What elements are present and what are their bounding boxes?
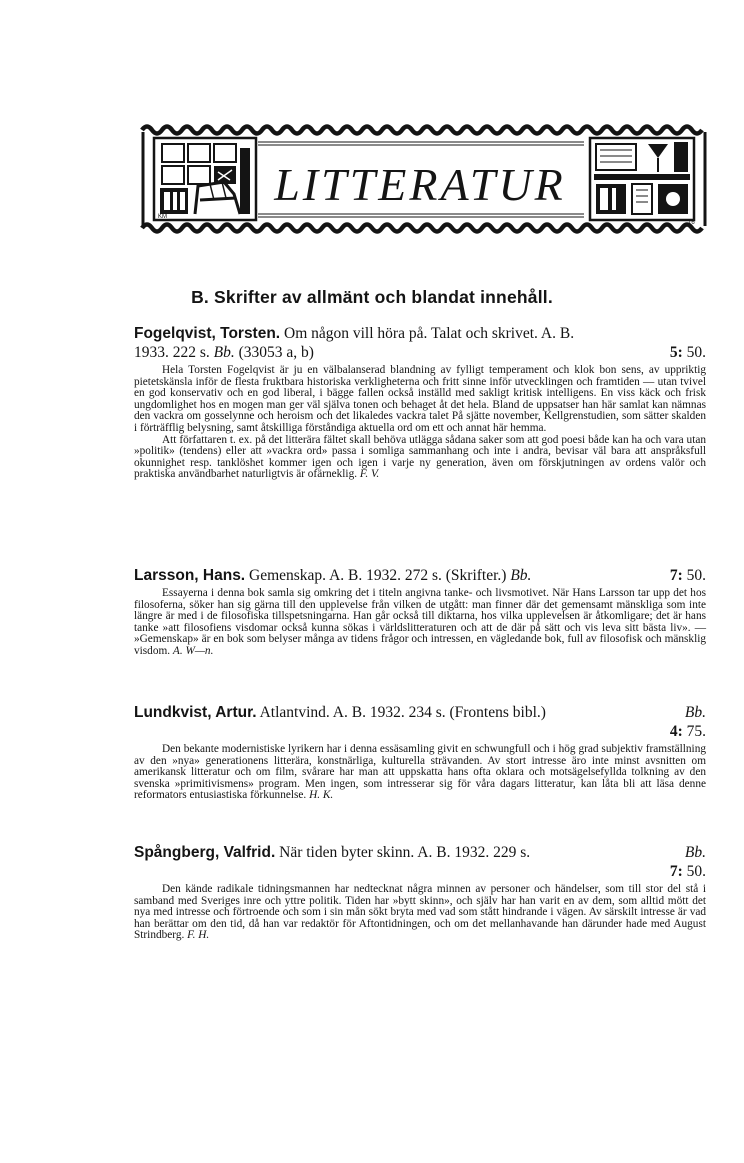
review-text xyxy=(134,365,706,481)
litteratur-banner xyxy=(140,118,708,240)
price-ore: 50. xyxy=(686,863,706,880)
entry-binding: Bb. xyxy=(684,844,706,861)
review-paragraph-text: Den kände radikale tidningsmannen har nedtecknat några minnen av personer och händelser, som till stor del stå i samband med Sveriges inre och yttre politik. Tiden har »bytt skinn», och själv har han varit en av dem, som alltid mött det nya med intresse och förtroende och som i sin mån sökt bryta med vad som stått hindrande i vägen. Av särskilt intresse är vad han berättar om den tid, då han var redaktör för Aftontidningen, och om det mellanhavande han därunder hade med August Strindberg. xyxy=(134,883,706,942)
entry-title-line: Om någon vill höra på. Talat och skrivet. A. B. xyxy=(284,325,575,342)
entry-author: Spångberg, Valfrid. xyxy=(134,844,276,861)
review-paragraph-text: Den bekante modernistiske lyrikern har i denna essäsamling givit en schwungfull och i hög grad subjektiv framställning av den »nya» generationens litterära, konstnärliga, kulturella strävanden. Av stort intresse äro inte minst avsnitten om amerikansk litteratur och om film, svårare har man att uppskatta hans ofta oklara och motsägelsefyllda tolkning av den svenska »primitivismens» program. Men ingen, som intresserar sig för våra dagars litteratur, kan låta bli att läsa denne reformators entusiastiska förkunnelse. xyxy=(134,743,706,802)
reviewer-signature: H. K. xyxy=(309,789,334,802)
entry-price xyxy=(670,862,706,881)
entry-heading-continued xyxy=(134,343,706,362)
review-text xyxy=(134,884,706,942)
monogram-left: KM xyxy=(158,214,167,220)
monogram-right: 16 xyxy=(688,220,695,226)
price-kronor: 4: xyxy=(669,723,683,740)
review-text xyxy=(134,588,706,658)
review-entry-lundkvist xyxy=(134,703,706,802)
entry-heading xyxy=(134,566,706,585)
price-kronor: 7: xyxy=(669,567,683,584)
price-kronor: 7: xyxy=(669,863,683,880)
entry-author: Fogelqvist, Torsten. xyxy=(134,325,281,342)
entry-title-line: När tiden byter skinn. A. B. 1932. 229 s. xyxy=(279,844,531,861)
review-entry-spangberg xyxy=(134,843,706,942)
entry-heading xyxy=(134,703,706,722)
section-title: B. Skrifter av allmänt och blandat innehåll. xyxy=(191,287,553,307)
review-entry-larsson xyxy=(134,566,706,658)
reviewer-signature: A. W—n. xyxy=(172,644,214,657)
entry-heading xyxy=(134,843,706,862)
review-paragraph-last xyxy=(134,435,706,481)
entry-heading xyxy=(134,324,706,343)
entry-binding: Bb. xyxy=(213,344,235,361)
entry-author: Lundkvist, Artur. xyxy=(134,704,257,721)
review-paragraph-text: Essayerna i denna bok samla sig omkring det i titeln angivna tanke- och livsmotivet. När Hans Larsson tar upp det hos filosoferna, söker han sig gärna till den upplevelse från vilken de utgått: man finner där det gemensamt mänskliga som inte längre är med i de filosofiska tillspetsningarna. Han går också till diktarna, hos vilka upplevelsen är åtkomligare; det är hans tanke »att filosofiens visdomar också kunna sökas i världslitteraturen och att de där på sätt och vis leva sitt bästa liv». — »Gemenskap» är en bok som belyser många av tidens frågor och intressen, en vägledande bok, full av filosofisk och mänsklig visdom. xyxy=(134,587,706,657)
bookshelf-vignette-left xyxy=(154,138,256,220)
review-paragraph: Hela Torsten Fogelqvist är ju en välbalanserad blandning av fylligt temperament och klok bon sens, av uppriktig pietetskänsla inför de flesta fruktbara historiska verkligheterna och fritt sinne inför utvecklingen och framtiden — utan tvivel en god konservativ och en god liberal, i bägge fallen också inställd med sakligt kritisk intelligens. En viss käck och frisk ungdomlighet hos en mogen man ger väl själva tonen och behaget åt det hela. Bland de uppsatser han här samlat kan nämnas den vackra om gosselynne och heroism och det likaledes vackra talet På sjätte november, Kellgrenstudien, som sätter skalden i förträfflig belysning, samt åtskilliga förståndiga aktuella ord om ett och annat här hemma. xyxy=(134,364,706,434)
entry-catalog-number: (33053 a, b) xyxy=(238,344,314,361)
review-entry-fogelqvist xyxy=(134,324,706,481)
entry-author: Larsson, Hans. xyxy=(134,567,246,584)
price-ore: 50. xyxy=(686,344,706,361)
reviewer-signature: F. H. xyxy=(187,929,210,942)
review-paragraph-last xyxy=(134,588,706,658)
entry-year-pages: 1933. 222 s. xyxy=(134,344,210,361)
entry-price xyxy=(670,343,706,362)
entry-binding: Bb. xyxy=(684,704,706,721)
review-paragraph-text: Att författaren t. ex. på det litterära fältet skall behöva utlägga sådana saker som att god poesi både kan ha och vara utan »politik» (tendens) eller att »vackra ord» passa i somliga sammanhang och inte i andra, bevisar väl bara att anspråksfull okunnighet resp. tanklöshet kommer igen och igen i varje ny generation, även om förskjutningen av ordens valör och praktiska användbarhet naturligtvis är ofärneklig. xyxy=(134,433,706,481)
price-ore: 75. xyxy=(686,723,706,740)
entry-title-line: Gemenskap. A. B. 1932. 272 s. (Skrifter.) xyxy=(249,567,507,584)
price-ore: 50. xyxy=(686,567,706,584)
desk-vignette-right xyxy=(590,138,695,226)
entry-price xyxy=(670,722,706,741)
price-kronor: 5: xyxy=(669,344,683,361)
review-paragraph-last xyxy=(134,744,706,802)
entry-binding: Bb. xyxy=(510,567,532,584)
entry-price xyxy=(670,566,706,585)
entry-title-line: Atlantvind. A. B. 1932. 234 s. (Frontens bibl.) xyxy=(259,704,546,721)
review-text xyxy=(134,744,706,802)
banner-title: LITTERATUR xyxy=(274,159,566,210)
review-paragraph-last xyxy=(134,884,706,942)
reviewer-signature: F. V. xyxy=(359,468,380,481)
